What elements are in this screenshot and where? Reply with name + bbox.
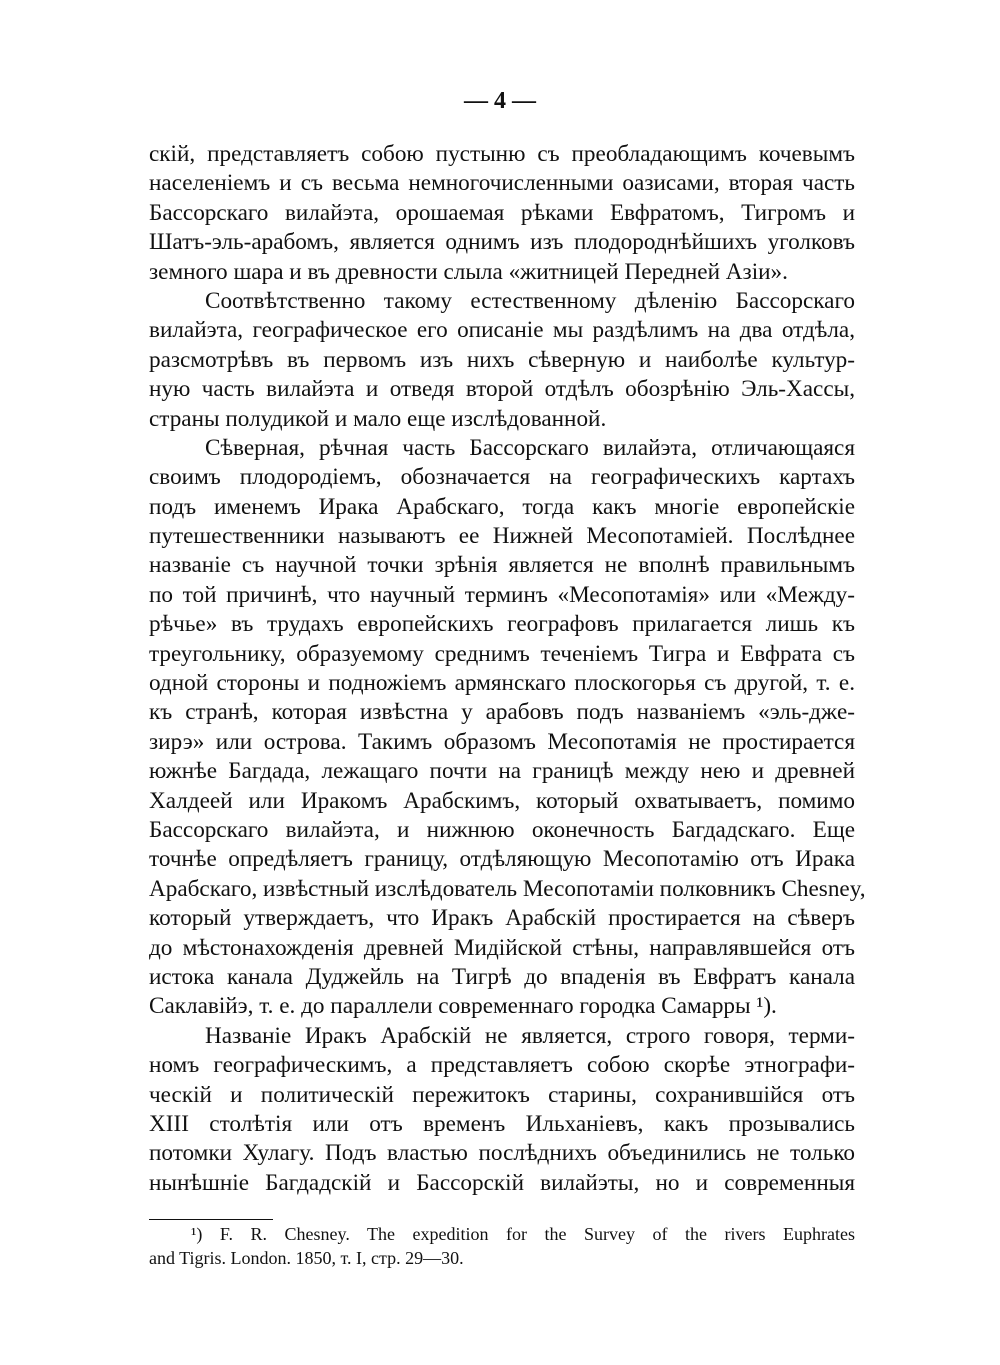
text-line: подъ именемъ Ирака Арабскаго, тогда какъ многіе европейскіе: [149, 493, 855, 520]
text-line: до мѣстонахожденія древней Мидійской стѣны, направлявшейся отъ: [149, 934, 855, 961]
text-line: одной стороны и подножіемъ армянскаго плоскогорья съ другой, т. е.: [149, 670, 855, 697]
text-line: ческій и политическій пережитокъ старины, сохранившійся отъ: [149, 1081, 855, 1108]
footnote-divider: [149, 1219, 273, 1220]
text-line: XIII столѣтія или отъ временъ Ильханіевъ, какъ прозывались: [149, 1110, 855, 1137]
footnote-line: and Tigris. London. 1850, т. I, стр. 29—30.: [149, 1248, 464, 1268]
text-line: треугольнику, образуемому среднимъ теченіемъ Тигра и Евфрата съ: [149, 640, 855, 667]
text-line: который утверждаетъ, что Иракъ Арабскій простирается на сѣверъ: [149, 905, 855, 932]
text-line: Арабскаго, извѣстный изслѣдователь Месопотаміи полковникъ Chesney,: [149, 875, 866, 902]
text-line: Названіе Иракъ Арабскій не является, строго говоря, терми-: [205, 1022, 855, 1049]
text-line: рѣчье» въ трудахъ европейскихъ географовъ прилагается лишь къ: [149, 611, 855, 638]
text-line: своимъ плодородіемъ, обозначается на географическихъ картахъ: [149, 464, 855, 491]
footnote-line: ¹) F. R. Chesney. The expedition for the Survey of the rivers Euphrates: [191, 1224, 855, 1244]
text-line: Шатъ-эль-арабомъ, является однимъ изъ плодороднѣйшихъ уголковъ: [149, 229, 855, 256]
body-text: [149, 140, 866, 1198]
text-line: Соотвѣтственно такому естественному дѣленію Бассорскаго: [205, 287, 855, 314]
text-line: нынѣшніе Багдадскій и Бассорскій вилайэты, но и современныя: [149, 1169, 855, 1196]
text-line: точнѣе опредѣляетъ границу, отдѣляющую Месопотамію отъ Ирака: [149, 846, 855, 873]
text-line: Саклавійэ, т. е. до параллели современнаго городка Самарры ¹).: [149, 993, 777, 1020]
text-line: населеніемъ и съ весьма немногочисленными оазисами, вторая часть: [149, 170, 855, 197]
text-line: ную часть вилайэта и отведя второй отдѣлъ обозрѣнію Эль-Хассы,: [149, 376, 855, 403]
text-line: номъ географическимъ, а представляетъ собою скорѣе этнографи-: [149, 1052, 855, 1079]
text-line: разсмотрѣвъ въ первомъ изъ нихъ сѣверную и наиболѣе культур-: [149, 346, 855, 373]
text-line: Халдеей или Иракомъ Арабскимъ, который охватываетъ, помимо: [149, 787, 855, 814]
page-number: — 4 —: [464, 88, 536, 114]
text-line: названіе съ научной точки зрѣнія является не вполнѣ правильнымъ: [149, 552, 855, 579]
footnote: [149, 1222, 855, 1270]
text-line: зирэ» или острова. Такимъ образомъ Месопотамія не простирается: [149, 728, 855, 755]
text-line: по той причинѣ, что научный терминъ «Месопотамія» или «Между-: [149, 581, 855, 608]
text-line: истока канала Дуджейль на Тигрѣ до впаденія въ Евфратъ канала: [149, 963, 855, 990]
text-line: земного шара и въ древности слыла «житницей Передней Азіи».: [149, 258, 788, 285]
text-line: южнѣе Багдада, лежащаго почти на границѣ между нею и древней: [149, 758, 855, 785]
text-line: Бассорскаго вилайэта, орошаемая рѣками Евфратомъ, Тигромъ и: [149, 199, 855, 226]
text-line: страны полудикой и мало еще изслѣдованной.: [149, 405, 607, 432]
text-line: Бассорскаго вилайэта, и нижнюю оконечность Багдадскаго. Еще: [149, 816, 855, 843]
text-line: скій, представляетъ собою пустыню съ преобладающимъ кочевымъ: [149, 141, 855, 167]
text-line: путешественники называютъ ее Нижней Месопотаміей. Послѣднее: [149, 523, 855, 550]
text-line: вилайэта, географическое его описаніе мы раздѣлимъ на два отдѣла,: [149, 317, 855, 344]
text-line: потомки Хулагу. Подъ властью послѣднихъ объединились не только: [149, 1140, 855, 1167]
text-line: къ странѣ, которая извѣстна у арабовъ подъ названіемъ «эль-джe-: [149, 699, 855, 726]
text-line: Сѣверная, рѣчная часть Бассорскаго вилайэта, отличающаяся: [205, 434, 855, 461]
